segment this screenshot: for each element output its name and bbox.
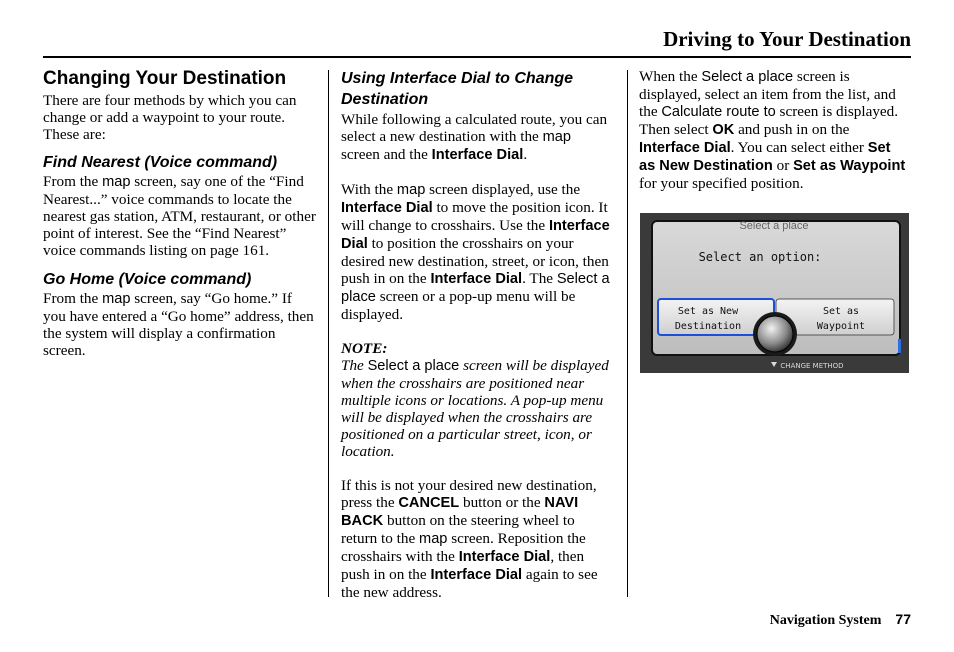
screen-graphic (640, 213, 909, 373)
note-heading: NOTE: (341, 340, 388, 357)
interface-dial-icon[interactable] (757, 316, 793, 352)
option1-line2: Destination (674, 321, 742, 332)
column-1 (43, 68, 316, 359)
page-footer (770, 611, 911, 629)
column-2 (341, 68, 613, 601)
footer-section: Navigation System (769, 613, 882, 628)
note-paragraph: The Select a place screen will be displayed when the crosshairs are positioned near multiple icons or locations. A pop-up menu will be displayed when the crosshairs are positioned on a particular street, icon, or location. (341, 357, 609, 460)
change-method-label[interactable]: CHANGE METHOD (780, 362, 844, 370)
col3-paragraph: When the Select a place screen is displayed, select an item from the list, and the Calculate route to screen is displayed. Then select OK and push in on the Interface Dial. You can select either Set as New Destination or Set as Waypoint for your specified position. (639, 68, 906, 192)
col2-paragraph-3: If this is not your desired new destination, press the CANCEL button or the NAVI BACK button on the steering wheel to return to the map screen. Reposition the crosshairs with the Interface Dial, then push in on the Interface Dial again to see the new address. (341, 477, 598, 601)
column-divider (328, 70, 329, 597)
header-rule (43, 56, 911, 58)
option2-line1: Set as (822, 306, 860, 317)
navigation-screen-image (640, 213, 909, 373)
screen-prompt: Select an option: (698, 250, 822, 264)
column-3 (639, 68, 909, 192)
section-heading: Changing Your Destination (43, 68, 287, 89)
screen-top-text: Select a place (739, 220, 809, 232)
find-nearest-heading: Find Nearest (Voice command) (43, 154, 278, 171)
page-header-title: Driving to Your Destination (663, 27, 911, 51)
interface-dial-heading: Using Interface Dial to Change Destination (341, 70, 574, 108)
option2-line2: Waypoint (816, 321, 866, 332)
go-home-heading: Go Home (Voice command) (43, 271, 252, 288)
find-nearest-paragraph: From the map screen, say one of the “Find Nearest...” voice commands to locate the nearest gas station, ATM, restaurant, or other point of interest. See the “Find Nearest” voice commands listing on page 161. (43, 173, 316, 259)
col2-paragraph-1: While following a calculated route, you can select a new destination with the map screen and the Interface Dial. (341, 111, 608, 163)
scroll-indicator-icon (898, 339, 901, 353)
option1-line1: Set as New (677, 306, 739, 317)
intro-paragraph: There are four methods by which you can change or add a waypoint to your route. These are: (43, 92, 297, 143)
page-number: 77 (895, 611, 911, 627)
col2-paragraph-2: With the map screen displayed, use the Interface Dial to move the position icon. It will change to crosshairs. Use the Interface Dial to position the crosshairs on your desired new destination, street, or icon, then push in on the Interface Dial. The Select a place screen or a pop-up menu will be displayed. (341, 181, 610, 323)
column-divider (627, 70, 628, 597)
go-home-paragraph: From the map screen, say “Go home.” If you have entered a “Go home” address, then the system will display a confirmation screen. (43, 290, 314, 359)
